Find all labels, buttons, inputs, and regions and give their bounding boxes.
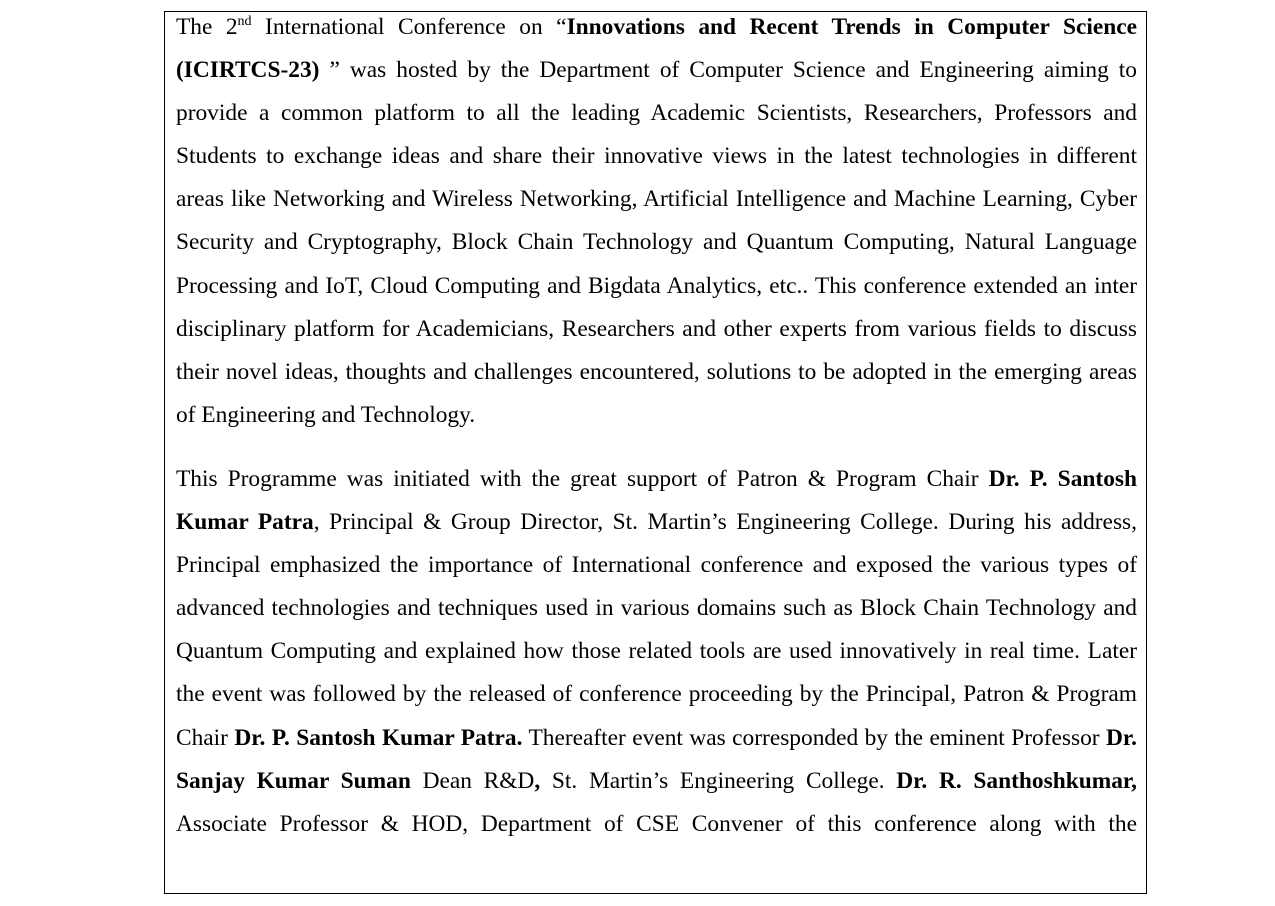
text-run: International Conference on “ bbox=[251, 14, 567, 40]
document-page-frame bbox=[164, 11, 1147, 894]
text-run: Dean R&D bbox=[410, 767, 535, 794]
ordinal-superscript: nd bbox=[237, 14, 252, 29]
text-run: , Principal & Group Director, St. Martin’s Engineering College. During his address, Principal emphasized the importance of International conference and exposed the various types of advanced technologies and techniques used in various domains such as Block Chain Technology and Quantum Computing and explained how those related tools are used innovatively in real time. Later the event was followed by the released of conference proceeding by the Principal, Patron & Program Chair bbox=[176, 509, 1137, 751]
text-run: The 2 bbox=[176, 14, 238, 40]
person-name: Dr. P. Santosh Kumar Patra bbox=[176, 466, 1137, 536]
text-run: ” was hosted by the Department of Computer Science and Engineering aiming to provide a common platform to all the leading Academic Scientists, Researchers, Professors and Students to exchange ideas and share their innovative views in the latest technologies in different areas like Networking and Wireless Networking, Artificial Intelligence and Machine Learning, Cyber Security and Cryptography, Block Chain Technology and Quantum Computing, Natural Language Processing and IoT, Cloud Computing and Bigdata Analytics, etc.. This conference extended an inter disciplinary platform for Academicians, Researchers and other experts from various fields to discuss their novel ideas, thoughts and challenges encountered, solutions to be adopted in the emerging areas of Engineering and Technology. bbox=[176, 57, 1137, 428]
person-name: Dr. Sanjay Kumar Suman bbox=[176, 724, 1137, 794]
bold-comma: , bbox=[534, 767, 541, 794]
person-name: Dr. R. Santhoshkumar, bbox=[896, 767, 1137, 794]
paragraph-programme-summary bbox=[176, 458, 1137, 846]
text-run: Associate Professor & HOD, Department of CSE Convener of this conference along with the bbox=[176, 810, 1137, 837]
text-run: This Programme was initiated with the great support of Patron & Program Chair bbox=[176, 466, 989, 492]
person-name: Dr. P. Santosh Kumar Patra. bbox=[234, 724, 523, 751]
text-run: St. Martin’s Engineering College. bbox=[540, 767, 897, 794]
text-run: Thereafter event was corresponded by the eminent Professor bbox=[522, 724, 1107, 751]
conference-title: Innovations and Recent Trends in Computer Science (ICIRTCS-23) bbox=[176, 14, 1137, 84]
paragraph-conference-overview bbox=[176, 11, 1137, 437]
